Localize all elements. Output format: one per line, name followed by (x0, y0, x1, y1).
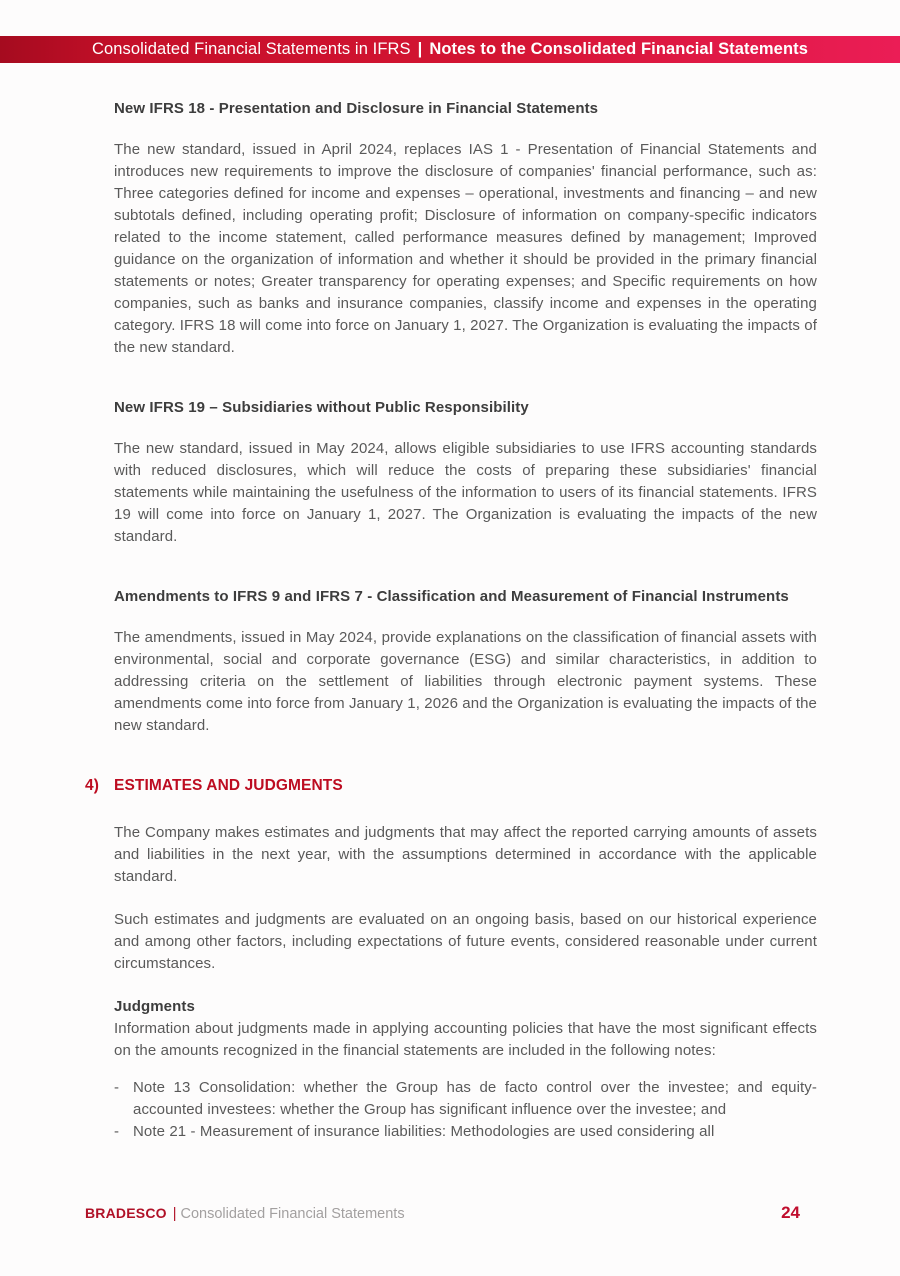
section-heading: Amendments to IFRS 9 and IFRS 7 - Classification and Measurement of Financial Instruments (114, 588, 789, 605)
section-new-ifrs-18 (114, 98, 817, 359)
section-paragraph: The Company makes estimates and judgments that may affect the reported carrying amounts of assets and liabilities in the next year, with the assumptions determined in accordance with the applicable standard. (114, 824, 817, 885)
section-paragraph: The new standard, issued in April 2024, replaces IAS 1 - Presentation of Financial Statements and introduces new requirements to improve the disclosure of companies' financial performance, such as: Three categories defined for income and expenses – operational, investments and financing – and new subtotals defined, including operating profit; Disclosure of information on company-specific indicators related to the income statement, called performance measures defined by management; Improved guidance on the organization of information and whether it should be provided in the primary financial statements or notes; Greater transparency for operating expenses; and Specific requirements on how companies, such as banks and insurance companies, classify income and expenses in the operating category. IFRS 18 will come into force on January 1, 2027. The Organization is evaluating the impacts of the new standard. (114, 141, 817, 356)
header-left-text: Consolidated Financial Statements in IFRS (91, 40, 411, 58)
section-heading: New IFRS 19 – Subsidiaries without Public Responsibility (114, 399, 529, 416)
section-paragraph: The amendments, issued in May 2024, provide explanations on the classification of financial assets with environmental, social and corporate governance (ESG) and similar characteristics, in addition to addressing criteria on the settlement of liabilities through electronic payment systems. These amendments come into force from January 1, 2026 and the Organization is evaluating the impacts of the new standard. (114, 629, 817, 734)
list-item (114, 1121, 817, 1143)
header-right-text: Notes to the Consolidated Financial Statements (429, 40, 809, 58)
footer-label: Consolidated Financial Statements (180, 1206, 405, 1222)
section-paragraph: The new standard, issued in May 2024, allows eligible subsidiaries to use IFRS accounting standards with reduced disclosures, which will reduce the costs of preparing these subsidiaries' financial statements while maintaining the usefulness of the information to users of its financial statements. IFRS 19 will come into force on January 1, 2027. The Organization is evaluating the impacts of the new standard. (114, 440, 817, 545)
page-number: 24 (781, 1203, 800, 1222)
page-content (85, 98, 817, 1143)
section-new-ifrs-19 (114, 397, 817, 548)
page-footer (85, 1203, 800, 1223)
header-separator: | (417, 40, 423, 58)
page-header-bar (0, 36, 900, 63)
footer-separator: | (172, 1206, 177, 1222)
section-number: 4) (85, 777, 99, 794)
judgments-block (114, 996, 817, 1143)
footer-left (85, 1205, 405, 1223)
bullet-text: Note 21 - Measurement of insurance liabilities: Methodologies are used considering all (133, 1123, 715, 1140)
bullet-text: Note 13 Consolidation: whether the Group has de facto control over the investee; and equity-accounted investees: whether the Group has significant influence over the investee; and (133, 1079, 817, 1118)
judgments-intro: Information about judgments made in applying accounting policies that have the most significant effects on the amounts recognized in the financial statements are included in the following notes: (114, 1020, 817, 1059)
section-paragraph: Such estimates and judgments are evaluated on an ongoing basis, based on our historical experience and among other factors, including expectations of future events, considered reasonable under current circumstances. (114, 911, 817, 972)
list-item (114, 1077, 817, 1121)
bullet-marker: - (114, 1079, 120, 1096)
section-heading: New IFRS 18 - Presentation and Disclosure in Financial Statements (114, 100, 599, 117)
section-estimates-and-judgments (85, 775, 817, 1143)
judgments-heading: Judgments (114, 998, 195, 1015)
section-amendments-ifrs-9-7 (114, 586, 817, 737)
numbered-section-heading (85, 775, 817, 797)
section-title: ESTIMATES AND JUDGMENTS (114, 777, 343, 794)
brand-name: BRADESCO (85, 1205, 167, 1221)
bullet-marker: - (114, 1123, 120, 1140)
